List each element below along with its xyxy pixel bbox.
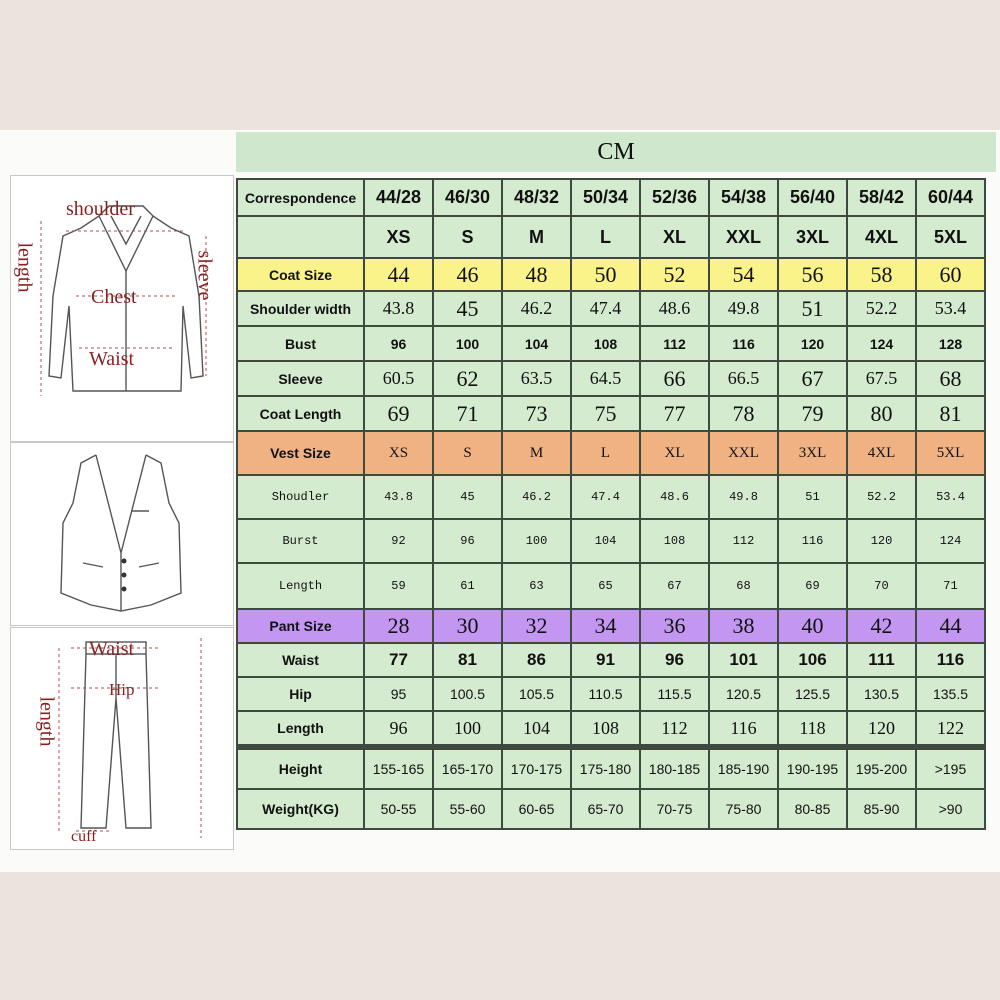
row-label: Sleeve [238, 362, 363, 395]
table-cell: 81 [917, 397, 984, 430]
height-row [238, 750, 984, 788]
letter-size-row [238, 217, 984, 257]
table-cell: 104 [503, 327, 570, 360]
table-cell: 40 [779, 610, 846, 642]
table-cell: 63 [503, 564, 570, 608]
table-cell: 100 [434, 327, 501, 360]
table-cell: 42 [848, 610, 915, 642]
table-cell: 96 [365, 327, 432, 360]
table-cell: 60 [917, 259, 984, 290]
table-cell: 61 [434, 564, 501, 608]
coat-length-row [238, 397, 984, 430]
table-cell: 65-70 [572, 790, 639, 828]
row-label: Bust [238, 327, 363, 360]
pant-waist-annotation: Waist [89, 638, 135, 660]
pant-length-row [238, 712, 984, 744]
table-cell: 96 [434, 520, 501, 562]
hip-annotation: Hip [109, 680, 135, 699]
table-cell: 44 [365, 259, 432, 290]
table-cell: 58 [848, 259, 915, 290]
letter-size-cell: XXL [710, 217, 777, 257]
table-cell: 75 [572, 397, 639, 430]
table-cell: 112 [710, 520, 777, 562]
table-cell: 38 [710, 610, 777, 642]
size-table [236, 178, 986, 830]
table-cell: 47.4 [572, 292, 639, 325]
table-cell: 53.4 [917, 476, 984, 518]
table-cell: 36 [641, 610, 708, 642]
vest-illustration [10, 442, 234, 626]
table-cell: 108 [572, 712, 639, 744]
table-cell: 30 [434, 610, 501, 642]
shoulder-annotation: shoulder [66, 198, 135, 220]
bust-row [238, 327, 984, 360]
letter-size-cell: 4XL [848, 217, 915, 257]
table-cell: 101 [710, 644, 777, 676]
table-cell: 67 [779, 362, 846, 395]
table-cell: 120 [848, 520, 915, 562]
table-cell: 112 [641, 327, 708, 360]
table-cell: 180-185 [641, 750, 708, 788]
table-cell: 120 [848, 712, 915, 744]
correspondence-cell: 50/34 [572, 180, 639, 215]
correspondence-cell: 56/40 [779, 180, 846, 215]
chest-annotation: Chest [91, 286, 137, 308]
table-cell: 73 [503, 397, 570, 430]
table-cell: 108 [641, 520, 708, 562]
unit-title: CM [236, 132, 996, 172]
table-cell: 111 [848, 644, 915, 676]
pant-length-annotation: length [35, 696, 58, 747]
table-cell: XS [365, 432, 432, 474]
table-cell: 86 [503, 644, 570, 676]
table-cell: 71 [434, 397, 501, 430]
shoulder-width-row [238, 292, 984, 325]
table-cell: 55-60 [434, 790, 501, 828]
vest-drawing [11, 443, 233, 625]
table-cell: 75-80 [710, 790, 777, 828]
row-label: Coat Length [238, 397, 363, 430]
table-cell: S [434, 432, 501, 474]
vest-size-row [238, 432, 984, 474]
table-cell: 51 [779, 292, 846, 325]
table-cell: 71 [917, 564, 984, 608]
row-label: Weight(KG) [238, 790, 363, 828]
table-cell: 108 [572, 327, 639, 360]
table-cell: 106 [779, 644, 846, 676]
table-cell: 62 [434, 362, 501, 395]
table-cell: 56 [779, 259, 846, 290]
table-cell: 120 [779, 327, 846, 360]
waist-annotation: Waist [89, 348, 135, 370]
table-cell: 51 [779, 476, 846, 518]
table-cell: 50 [572, 259, 639, 290]
table-cell: 28 [365, 610, 432, 642]
table-cell: 66.5 [710, 362, 777, 395]
table-cell: 48.6 [641, 292, 708, 325]
table-cell: 91 [572, 644, 639, 676]
table-cell: 67 [641, 564, 708, 608]
row-label: Shoulder width [238, 292, 363, 325]
table-cell: 165-170 [434, 750, 501, 788]
table-cell: 135.5 [917, 678, 984, 710]
table-cell: 48 [503, 259, 570, 290]
table-cell: 49.8 [710, 476, 777, 518]
table-cell: 67.5 [848, 362, 915, 395]
table-cell: 115.5 [641, 678, 708, 710]
coat-size-row [238, 259, 984, 290]
table-cell: 52 [641, 259, 708, 290]
table-cell: 77 [365, 644, 432, 676]
table-cell: 104 [572, 520, 639, 562]
table-cell: XXL [710, 432, 777, 474]
table-cell: 52.2 [848, 476, 915, 518]
table-cell: 100 [434, 712, 501, 744]
table-cell: 70-75 [641, 790, 708, 828]
table-cell: 128 [917, 327, 984, 360]
table-cell: >90 [917, 790, 984, 828]
table-cell: 64.5 [572, 362, 639, 395]
table-cell: 49.8 [710, 292, 777, 325]
correspondence-cell: 58/42 [848, 180, 915, 215]
table-cell: 60.5 [365, 362, 432, 395]
correspondence-cell: 52/36 [641, 180, 708, 215]
table-cell: 120.5 [710, 678, 777, 710]
size-chart-sheet [0, 130, 1000, 872]
table-cell: 96 [365, 712, 432, 744]
table-cell: 125.5 [779, 678, 846, 710]
table-cell: 59 [365, 564, 432, 608]
row-label: Pant Size [238, 610, 363, 642]
table-cell: 85-90 [848, 790, 915, 828]
pant-waist-row [238, 644, 984, 676]
correspondence-cell: 44/28 [365, 180, 432, 215]
table-cell: 32 [503, 610, 570, 642]
table-cell: 5XL [917, 432, 984, 474]
table-cell: 47.4 [572, 476, 639, 518]
table-cell: 185-190 [710, 750, 777, 788]
table-cell: 77 [641, 397, 708, 430]
table-cell: 34 [572, 610, 639, 642]
letter-size-cell: XL [641, 217, 708, 257]
table-cell: 110.5 [572, 678, 639, 710]
table-cell: 105.5 [503, 678, 570, 710]
table-cell: 44 [917, 610, 984, 642]
table-cell: 46.2 [503, 476, 570, 518]
table-cell: 45 [434, 292, 501, 325]
table-cell: 70 [848, 564, 915, 608]
table-cell: 43.8 [365, 476, 432, 518]
table-cell: 80-85 [779, 790, 846, 828]
table-cell: 4XL [848, 432, 915, 474]
table-cell: >195 [917, 750, 984, 788]
letter-size-cell: 5XL [917, 217, 984, 257]
table-cell: 116 [917, 644, 984, 676]
letter-size-cell: S [434, 217, 501, 257]
letter-size-cell: 3XL [779, 217, 846, 257]
table-cell: 122 [917, 712, 984, 744]
table-cell: 155-165 [365, 750, 432, 788]
table-cell: 104 [503, 712, 570, 744]
table-cell: 130.5 [848, 678, 915, 710]
row-label: Shoudler [238, 476, 363, 518]
cuff-annotation: cuff [71, 828, 97, 845]
row-label: Waist [238, 644, 363, 676]
table-cell: 65 [572, 564, 639, 608]
table-cell: 100.5 [434, 678, 501, 710]
table-cell: XL [641, 432, 708, 474]
table-cell: 43.8 [365, 292, 432, 325]
table-cell: 118 [779, 712, 846, 744]
table-cell: 96 [641, 644, 708, 676]
table-cell: 69 [365, 397, 432, 430]
letter-size-cell: XS [365, 217, 432, 257]
table-cell: 54 [710, 259, 777, 290]
correspondence-cell: 60/44 [917, 180, 984, 215]
table-cell: 3XL [779, 432, 846, 474]
table-cell: 116 [710, 327, 777, 360]
table-cell: 52.2 [848, 292, 915, 325]
sleeve-annotation: sleeve [193, 250, 216, 301]
row-label: Burst [238, 520, 363, 562]
vest-length-row [238, 564, 984, 608]
table-cell: 79 [779, 397, 846, 430]
pant-hip-row [238, 678, 984, 710]
table-cell: 124 [917, 520, 984, 562]
correspondence-cell: 48/32 [503, 180, 570, 215]
table-cell: 68 [710, 564, 777, 608]
table-cell: 53.4 [917, 292, 984, 325]
table-cell: 116 [710, 712, 777, 744]
table-cell: 100 [503, 520, 570, 562]
row-label: Length [238, 564, 363, 608]
table-cell: 69 [779, 564, 846, 608]
row-label: Coat Size [238, 259, 363, 290]
row-label: Hip [238, 678, 363, 710]
pant-size-row [238, 610, 984, 642]
table-cell: 195-200 [848, 750, 915, 788]
table-cell: 190-195 [779, 750, 846, 788]
table-cell: 68 [917, 362, 984, 395]
table-cell: 50-55 [365, 790, 432, 828]
table-cell: 60-65 [503, 790, 570, 828]
table-cell: 116 [779, 520, 846, 562]
table-cell: 124 [848, 327, 915, 360]
table-cell: 170-175 [503, 750, 570, 788]
table-cell: 92 [365, 520, 432, 562]
row-label: Length [238, 712, 363, 744]
correspondence-cell: 54/38 [710, 180, 777, 215]
letter-size-cell: M [503, 217, 570, 257]
table-cell: 81 [434, 644, 501, 676]
vest-shoulder-row [238, 476, 984, 518]
weight-row [238, 790, 984, 828]
table-cell: 175-180 [572, 750, 639, 788]
table-cell: L [572, 432, 639, 474]
table-cell: 48.6 [641, 476, 708, 518]
sleeve-row [238, 362, 984, 395]
correspondence-row [238, 180, 984, 215]
row-label: Height [238, 750, 363, 788]
table-cell: 66 [641, 362, 708, 395]
row-label: Vest Size [238, 432, 363, 474]
coat-illustration [10, 175, 234, 442]
table-cell: 78 [710, 397, 777, 430]
table-cell: 63.5 [503, 362, 570, 395]
correspondence-label: Correspondence [238, 180, 363, 215]
table-cell: 112 [641, 712, 708, 744]
table-cell: 95 [365, 678, 432, 710]
length-annotation: length [13, 242, 36, 293]
table-cell: 80 [848, 397, 915, 430]
pant-illustration [10, 627, 234, 850]
table-cell: 46.2 [503, 292, 570, 325]
section-divider [238, 746, 984, 748]
letter-size-cell: L [572, 217, 639, 257]
table-cell: M [503, 432, 570, 474]
vest-burst-row [238, 520, 984, 562]
letter-size-blank [238, 217, 363, 257]
table-cell: 45 [434, 476, 501, 518]
divider-cell [238, 746, 984, 748]
correspondence-cell: 46/30 [434, 180, 501, 215]
table-cell: 46 [434, 259, 501, 290]
